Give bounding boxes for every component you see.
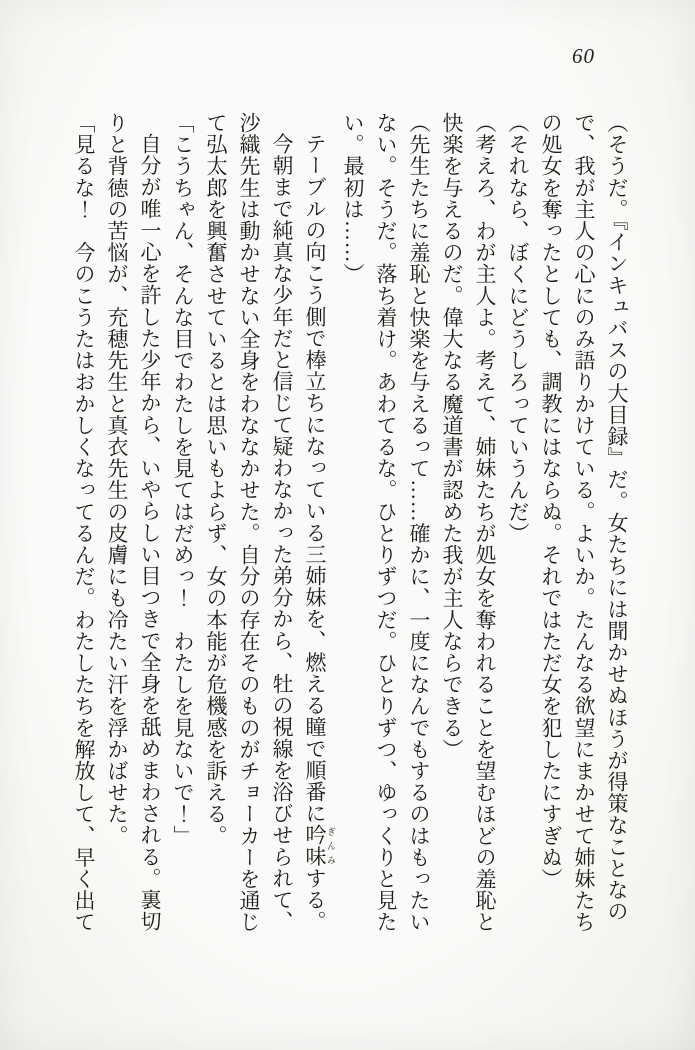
text-line: 快楽を与えるのだ。偉大なる魔道書が認めた我が主人ならできる） <box>440 112 464 760</box>
text-line: の処女を奪ったとしても、調教にはならぬ。それではただ女を犯したにすぎぬ） <box>539 112 563 890</box>
page-number: 60 <box>572 44 595 68</box>
text-line: ない。そうだ。落ち着け。あわてるな。ひとりずつだ。ひとりずつ、ゆっくりと見た <box>374 112 398 933</box>
text-line: （先生たちに羞恥と快楽を与えるって……確かに、一度になんでもするのはもったい <box>407 112 431 933</box>
text-line: 沙織先生は動かせない全身をわななかせた。自分の存在そのものがチョーカーを通じ <box>237 112 261 933</box>
text-line: い。最初は……） <box>341 112 365 285</box>
text-body <box>67 112 633 938</box>
text-line: テーブルの向こう側で棒立ちになっている三姉妹を、燃える瞳で順番に吟味 ぎんみする。 <box>303 133 336 933</box>
text-line: （そうだ。『インキュバスの大目録』だ。女たちには聞かせぬほうが得策なことなの <box>605 112 629 923</box>
text-line: 自分が唯一心を許した少年から、いやらしい目つきで全身を舐めまわされる。裏切 <box>138 133 162 933</box>
ruby-annotated-word: 吟味 ぎんみ <box>303 824 336 868</box>
text-line: （それなら、ぼくにどうしろっていうんだ） <box>506 112 530 544</box>
text-line: りと背徳の苦悩が、充穂先生と真衣先生の皮膚にも冷たい汗を浮かばせた。 <box>105 112 129 847</box>
text-line: 「こうちゃん、そんな目でわたしを見てはだめっ！ わたしを見ないで！」 <box>171 112 195 847</box>
text-line: 「見るな！ 今のこうたはおかしくなってるんだ。わたしたちを解放して、早く出て <box>72 112 96 933</box>
text-line: （考えろ、わが主人よ。考えて、姉妹たちが処女を奪われることを望むほどの羞恥と <box>473 112 497 933</box>
text-line: 今朝まで純真な少年だと信じて疑わなかった弟分から、牡の視線を浴びせられて、 <box>270 133 294 933</box>
text-line: で、我が主人の心にのみ語りかけている。よいか。たんなる欲望にまかせて姉妹たち <box>572 112 596 933</box>
text-line: て弘太郎を興奮させているとは思いもよらず、女の本能が危機感を訴える。 <box>204 112 228 847</box>
